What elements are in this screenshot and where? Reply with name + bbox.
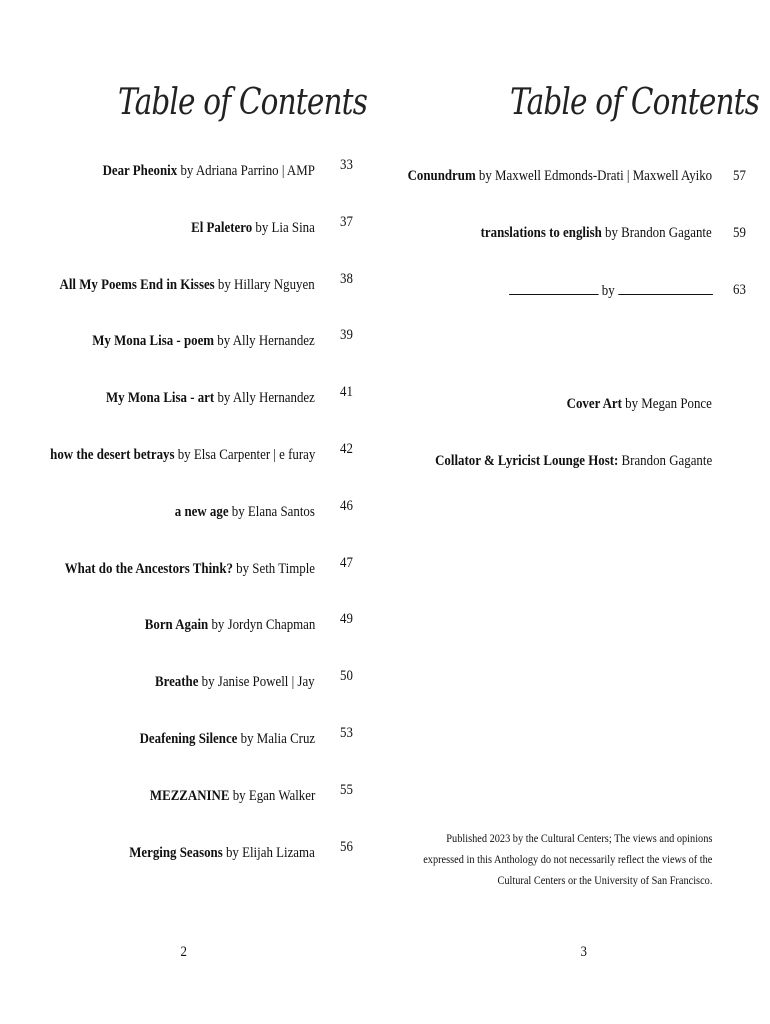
entry-author: by Janise Powell | Jay xyxy=(198,674,315,690)
entry-page-number: 33 xyxy=(340,157,353,173)
entry-page-number: 47 xyxy=(340,555,353,571)
toc-entry xyxy=(50,447,315,464)
entry-author: by Lia Sina xyxy=(252,220,315,236)
entry-author: by Malia Cruz xyxy=(237,731,315,747)
entry-page-number: 49 xyxy=(340,611,353,627)
entry-author: by Ally Hernandez xyxy=(214,333,315,349)
page-title: Table of Contents xyxy=(510,82,760,123)
toc-entry xyxy=(129,845,315,862)
credit-label: Cover Art xyxy=(566,396,623,412)
publication-note: Published 2023 by the Cultural Centers; The views and opinions expressed in this Anthology do not necessarily reflect the views of the Cultural Centers or the University of San Francisco. xyxy=(423,831,713,887)
toc-entry xyxy=(150,788,315,805)
toc-entry xyxy=(155,674,315,691)
toc-entry xyxy=(407,168,712,185)
toc-entry xyxy=(92,333,315,350)
entry-title: Breathe xyxy=(155,674,199,690)
page-number: 3 xyxy=(580,944,587,960)
toc-entry xyxy=(191,220,315,237)
entry-page-number: 39 xyxy=(340,327,353,343)
credit-value: Brandon Gagante xyxy=(618,453,712,469)
entry-page-number: 59 xyxy=(733,225,746,241)
toc-entry xyxy=(481,225,712,242)
entry-title: My Mona Lisa - poem xyxy=(92,333,215,349)
entry-page-number: 55 xyxy=(340,782,353,798)
entry-page-number: 37 xyxy=(340,214,353,230)
entry-title: Deafening Silence xyxy=(139,731,238,747)
entry-page-number: 38 xyxy=(340,271,353,287)
entry-page-number: 53 xyxy=(340,725,353,741)
entry-title: translations to english xyxy=(480,225,603,241)
entry-title: Born Again xyxy=(144,617,208,633)
entry-title: MEZZANINE xyxy=(149,788,230,804)
entry-page-number: 46 xyxy=(340,498,353,514)
entry-title: a new age xyxy=(174,504,229,520)
entry-title: El Paletero xyxy=(191,220,253,236)
toc-entry xyxy=(60,277,315,294)
page-title: Table of Contents xyxy=(118,82,368,123)
entry-author: by Ally Hernandez xyxy=(214,390,315,406)
entry-author: by Maxwell Edmonds-Drati | Maxwell Ayiko xyxy=(475,168,712,184)
toc-entry xyxy=(65,561,315,578)
entry-author: by Brandon Gagante xyxy=(602,225,712,241)
toc-entry xyxy=(175,504,315,521)
entry-page-number: 56 xyxy=(340,839,353,855)
entry-author: by Jordyn Chapman xyxy=(207,617,315,633)
entry-title: Dear Pheonix xyxy=(102,163,178,179)
blank-author-line xyxy=(617,282,712,295)
entry-author: by Hillary Nguyen xyxy=(215,277,315,293)
entry-author: by xyxy=(598,283,618,299)
entry-page-number: 42 xyxy=(340,441,353,457)
entry-author: by Egan Walker xyxy=(229,788,315,804)
entry-title: My Mona Lisa - art xyxy=(106,390,215,406)
toc-entry xyxy=(106,390,315,407)
entry-title: Conundrum xyxy=(407,168,476,184)
credit-value: by Megan Ponce xyxy=(622,396,712,412)
entry-page-number: 57 xyxy=(733,168,746,184)
credit-label: Collator & Lyricist Lounge Host: xyxy=(434,453,619,469)
entry-author: by Elsa Carpenter | e furay xyxy=(174,447,315,463)
entry-title: how the desert betrays xyxy=(49,447,175,463)
entry-page-number: 50 xyxy=(340,668,353,684)
collator-credit xyxy=(435,453,712,470)
entry-title: Merging Seasons xyxy=(129,845,223,861)
entry-author: by Elijah Lizama xyxy=(222,845,315,861)
entry-title: All My Poems End in Kisses xyxy=(59,277,216,293)
toc-entry xyxy=(144,617,315,634)
cover-art-credit xyxy=(567,396,712,413)
entry-page-number: 63 xyxy=(733,282,746,298)
toc-entry xyxy=(139,731,315,748)
entry-page-number: 41 xyxy=(340,384,353,400)
toc-entry-blank xyxy=(509,282,712,300)
entry-author: by Adriana Parrino | AMP xyxy=(177,163,315,179)
page-number: 2 xyxy=(180,944,187,960)
entry-title: What do the Ancestors Think? xyxy=(64,561,233,577)
toc-entry xyxy=(103,163,315,180)
blank-title-line xyxy=(509,282,598,295)
entry-author: by Seth Timple xyxy=(232,561,315,577)
entry-author: by Elana Santos xyxy=(228,504,315,520)
